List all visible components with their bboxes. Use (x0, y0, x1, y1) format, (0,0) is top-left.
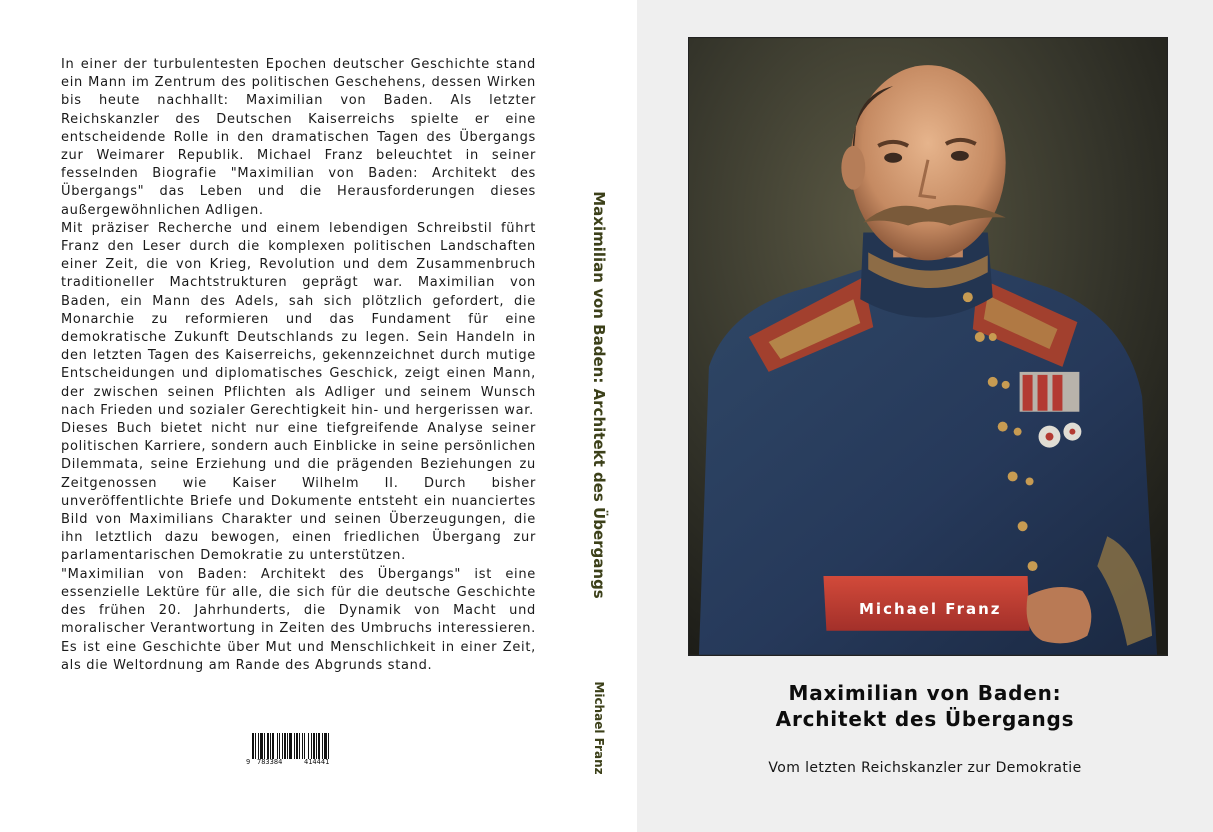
barcode-bar (252, 733, 254, 759)
portrait-author-name: Michael Franz (859, 600, 1002, 618)
front-title-line-2: Architekt des Übergangs (775, 707, 1075, 731)
barcode-bar (311, 733, 312, 759)
barcode-bar (267, 733, 269, 759)
isbn-barcode (244, 733, 346, 767)
barcode-bar (255, 733, 256, 759)
barcode-bar (294, 733, 295, 759)
barcode-bar (277, 733, 278, 759)
front-cover-title (637, 680, 1213, 732)
barcode-bar (302, 733, 303, 759)
back-cover-blurb (61, 56, 536, 675)
barcode-bar (284, 733, 286, 759)
blurb-paragraph-1: In einer der turbulentesten Epochen deutscher Geschichte stand ein Mann im Zentrum des politischen Geschehens, dessen Wirken bis heute nachhallt: Maximilian von Baden. Als letzter Reichskanzler des Deutschen Kaiserreichs spielte er eine entscheidende Rolle in den dramatischen Tagen des Übergangs zur Weimarer Republik. Michael Franz beleuchtet in seiner fesselnden Biografie "Maximilian von Baden: Architekt des Übergangs" das Leben und die Herausforderungen dieses außergewöhnlichen Adligen. (61, 57, 536, 218)
front-cover (637, 0, 1213, 832)
barcode-digits-group-1: 783384 (257, 758, 283, 766)
barcode-bar (289, 733, 292, 759)
barcode-bar (322, 733, 323, 759)
barcode-bar (258, 733, 259, 759)
barcode-bar (324, 733, 327, 759)
spine-author: Michael Franz (591, 681, 606, 775)
barcode-bar (279, 733, 280, 759)
barcode-bar (270, 733, 271, 759)
barcode-bar (318, 733, 320, 759)
barcode-bar (282, 733, 283, 759)
barcode-bars (252, 733, 346, 759)
spine-title: Maximilian von Baden: Architekt des Übergangs (589, 191, 608, 599)
barcode-bar (260, 733, 263, 759)
barcode-bar (264, 733, 265, 759)
front-title-line-1: Maximilian von Baden: (788, 681, 1062, 705)
front-cover-subtitle: Vom letzten Reichskanzler zur Demokratie (768, 760, 1082, 776)
portrait-painting (689, 38, 1167, 655)
cover-portrait (688, 37, 1168, 656)
barcode-bar (316, 733, 317, 759)
blurb-paragraph-3: Dieses Buch bietet nicht nur eine tiefgreifende Analyse seiner politischen Karriere, sondern auch Einblicke in seine persönlichen Dilemmata, seine Erziehung und die prägenden Beziehungen zu Zeitgenossen wie Kaiser Wilhelm II. Durch bisher unveröffentlichte Briefe und Dokumente entsteht ein nuanciertes Bild von Maximilians Charakter und seinen Überzeugungen, die ihn letztlich dazu bewogen, einen friedlichen Übergang zur parlamentarischen Demokratie zu unterstützen. (61, 421, 536, 564)
barcode-bar (308, 733, 309, 759)
back-cover (0, 0, 560, 832)
barcode-digits (244, 757, 346, 767)
barcode-digits-group-2: 414441 (304, 758, 330, 766)
barcode-bar (296, 733, 298, 759)
blurb-paragraph-4: "Maximilian von Baden: Architekt des Übergangs" ist eine essenzielle Lektüre für alle, die sich für die deutsche Geschichte des frühen 20. Jahrhunderts, die Dynamik von Macht und moralischer Verantwortung in Zeiten des Umbruchs interessieren. Es ist eine Geschichte über Mut und Menschlichkeit in einer Zeit, als die Weltordnung am Rande des Abgrunds stand. (61, 566, 536, 673)
barcode-bar (272, 733, 274, 759)
barcode-bar (304, 733, 305, 759)
barcode-bar (328, 733, 329, 759)
barcode-bar (299, 733, 300, 759)
barcode-bar (287, 733, 288, 759)
barcode-digit-first: 9 (246, 758, 251, 766)
blurb-paragraph-2: Mit präziser Recherche und einem lebendigen Schreibstil führt Franz den Leser durch die komplexen politischen Landschaften einer Zeit, die von Krieg, Revolution und dem Zusammenbruch traditioneller Machtstrukturen geprägt war. Maximilian von Baden, ein Mann des Adels, sah sich plötzlich gefordert, die Monarchie zu reformieren und das Fundament für eine demokratische Zukunft Deutschlands zu legen. Sein Handeln in den letzten Tagen des Kaiserreichs, gekennzeichnet durch mutige Entscheidungen und diplomatisches Geschick, zeigt einen Mann, der zwischen seinen Pflichten als Adliger und seinem Wunsch nach Frieden und sozialer Gerechtigkeit hin- und hergerissen war. (61, 220, 536, 418)
barcode-bar (313, 733, 315, 759)
book-spine (560, 0, 637, 832)
